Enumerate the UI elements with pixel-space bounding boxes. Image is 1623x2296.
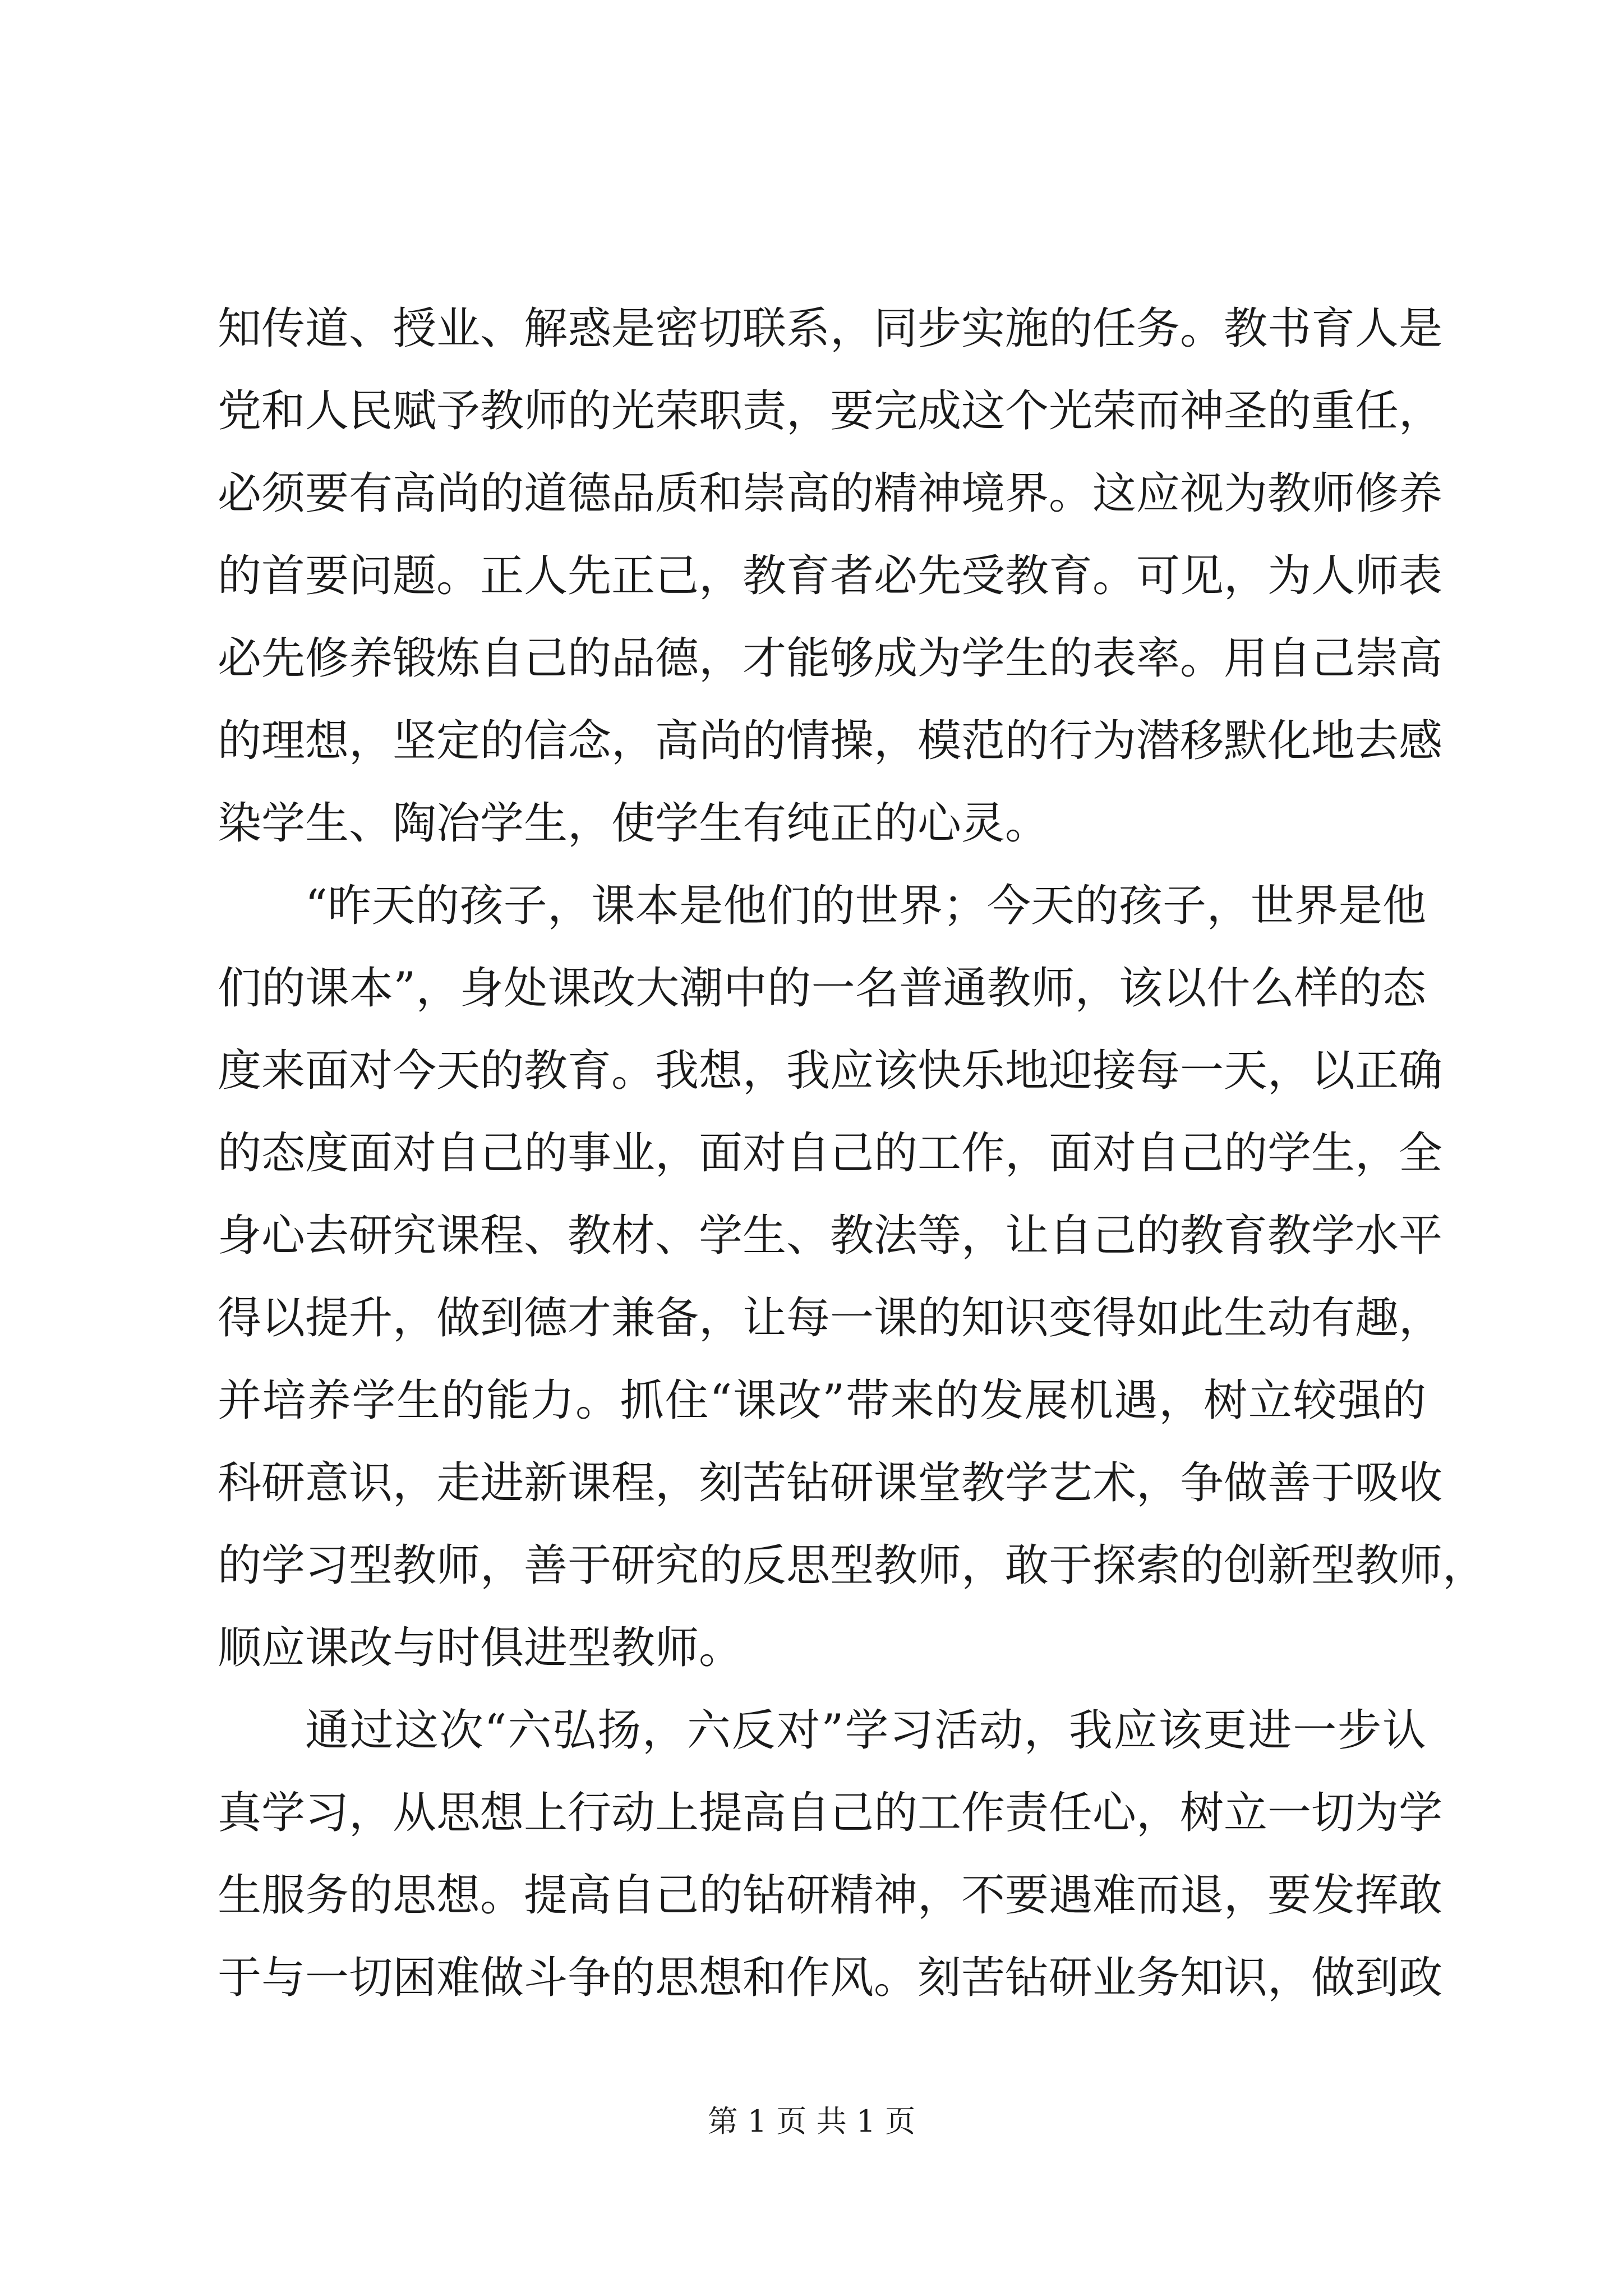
text-line: 身心去研究课程、教材、学生、教法等，让自己的教育教学水平 xyxy=(218,1211,1443,1261)
text-line: 度来面对今天的教育。我想，我应该快乐地迎接每一天，以正确 xyxy=(218,1046,1443,1096)
text-line: 的首要问题。正人先正己，教育者必先受教育。可见，为人师表 xyxy=(218,551,1443,601)
text-line: 的理想，坚定的信念，高尚的情操，模范的行为潜移默化地去感 xyxy=(218,716,1443,766)
text-line: 并培养学生的能力。抓住“课改”带来的发展机遇，树立较强的 xyxy=(218,1375,1426,1426)
body-text xyxy=(218,288,1487,2019)
text-line: 通过这次“六弘扬，六反对”学习活动，我应该更进一步认 xyxy=(305,1705,1426,1756)
text-line: 知传道、授业、解惑是密切联系，同步实施的任务。教书育人是 xyxy=(218,303,1443,354)
text-line: 必须要有高尚的道德品质和崇高的精神境界。这应视为教师修养 xyxy=(218,468,1443,519)
text-line: 得以提升，做到德才兼备，让每一课的知识变得如此生动有趣， xyxy=(218,1293,1443,1343)
text-line: 的态度面对自己的事业，面对自己的工作，面对自己的学生，全 xyxy=(218,1128,1443,1179)
text-line: “昨天的孩子，课本是他们的世界；今天的孩子，世界是他 xyxy=(305,881,1426,931)
page-footer: 第 1 页 共 1 页 xyxy=(707,2104,916,2139)
text-line: 生服务的思想。提高自己的钻研精神，不要遇难而退，要发挥敢 xyxy=(218,1870,1443,1921)
text-line: 真学习，从思想上行动上提高自己的工作责任心，树立一切为学 xyxy=(218,1788,1443,1838)
text-line: 必先修养锻炼自己的品德，才能够成为学生的表率。用自己崇高 xyxy=(218,633,1443,684)
text-line: 的学习型教师，善于研究的反思型教师，敢于探索的创新型教师， xyxy=(218,1540,1487,1591)
text-line: 们的课本”，身处课改大潮中的一名普通教师，该以什么样的态 xyxy=(218,963,1426,1014)
text-line: 党和人民赋予教师的光荣职责，要完成这个光荣而神圣的重任， xyxy=(218,386,1443,436)
text-line: 于与一切困难做斗争的思想和作风。刻苦钻研业务知识，做到政 xyxy=(218,1953,1443,2003)
text-line: 染学生、陶冶学生，使学生有纯正的心灵。 xyxy=(218,798,1049,849)
text-line: 顺应课改与时俱进型教师。 xyxy=(218,1623,743,1673)
text-line: 科研意识，走进新课程，刻苦钻研课堂教学艺术，争做善于吸收 xyxy=(218,1458,1443,1508)
